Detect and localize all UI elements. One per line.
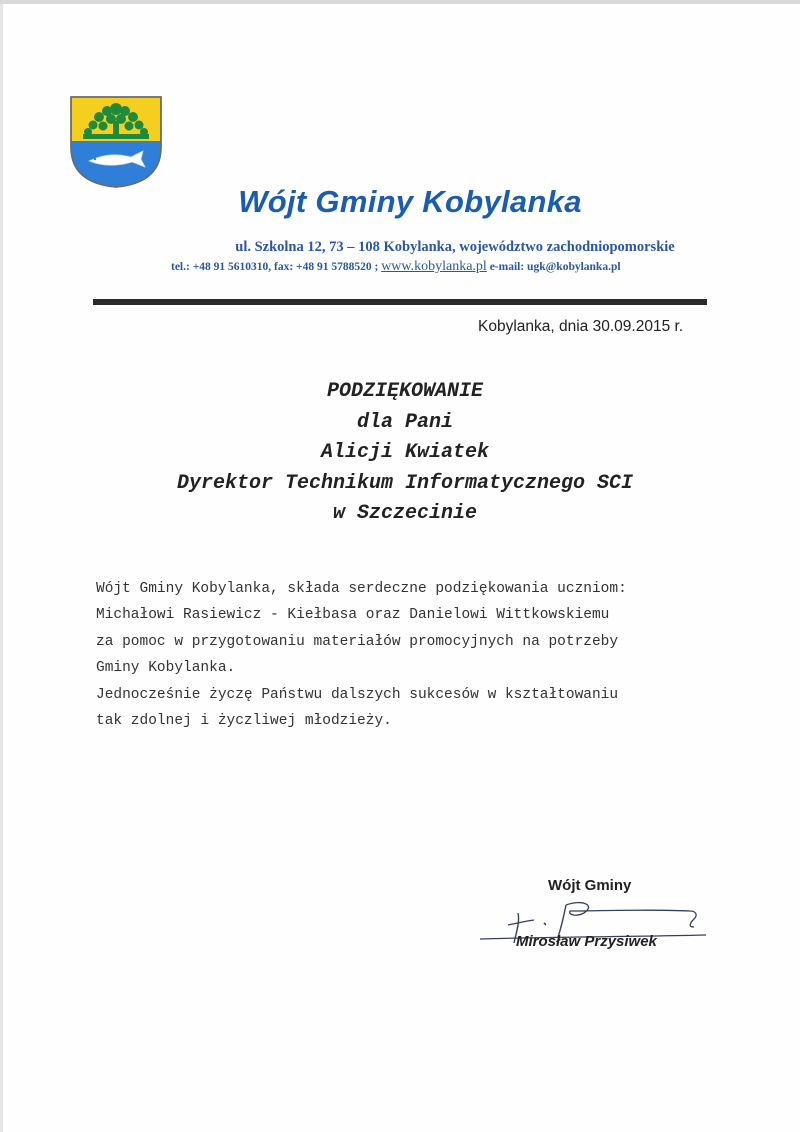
date-line: Kobylanka, dnia 30.09.2015 r.	[478, 318, 684, 335]
body-line: Wójt Gminy Kobylanka, składa serdeczne podziękowania uczniom:	[96, 581, 627, 597]
letter-heading	[0, 377, 800, 530]
body-line: Michałowi Rasiewicz - Kiełbasa oraz Danielowi Wittkowskiemu	[96, 607, 610, 624]
contact-phone-fax: tel.: +48 91 5610310, fax: +48 91 5788520 ;	[171, 261, 379, 273]
letterhead-divider	[93, 299, 707, 305]
letterhead-address: ul. Szkolna 12, 73 – 108 Kobylanka, województwo zachodniopomorskie	[235, 239, 675, 255]
heading-recipient-position: Dyrektor Technikum Informatycznego SCI	[176, 471, 634, 495]
signatory-name: Mirosław Przysiwek	[516, 933, 657, 950]
heading-title: PODZIĘKOWANIE	[326, 380, 484, 403]
letterhead-title: Wójt Gminy Kobylanka	[238, 184, 582, 219]
heading-recipient-city: w Szczecinie	[332, 502, 478, 525]
contact-email: e-mail: ugk@kobylanka.pl	[489, 261, 621, 273]
coat-of-arms-icon	[69, 95, 163, 189]
letter-body	[96, 576, 716, 734]
signatory-role: Wójt Gminy	[548, 877, 632, 894]
heading-recipient-name: Alicji Kwiatek	[320, 441, 490, 464]
body-line: za pomoc w przygotowaniu materiałów promocyjnych na potrzeby	[96, 633, 619, 650]
website-link[interactable]: www.kobylanka.pl	[381, 259, 487, 274]
body-line: tak zdolnej i życzliwej młodzieży.	[96, 713, 392, 730]
letterhead-contact	[171, 259, 621, 275]
body-line: Jednocześnie życzę Państwu dalszych sukcesów w kształtowaniu	[96, 686, 619, 703]
heading-recipient-prefix: dla Pani	[356, 410, 453, 434]
body-line: Gminy Kobylanka.	[96, 660, 236, 677]
